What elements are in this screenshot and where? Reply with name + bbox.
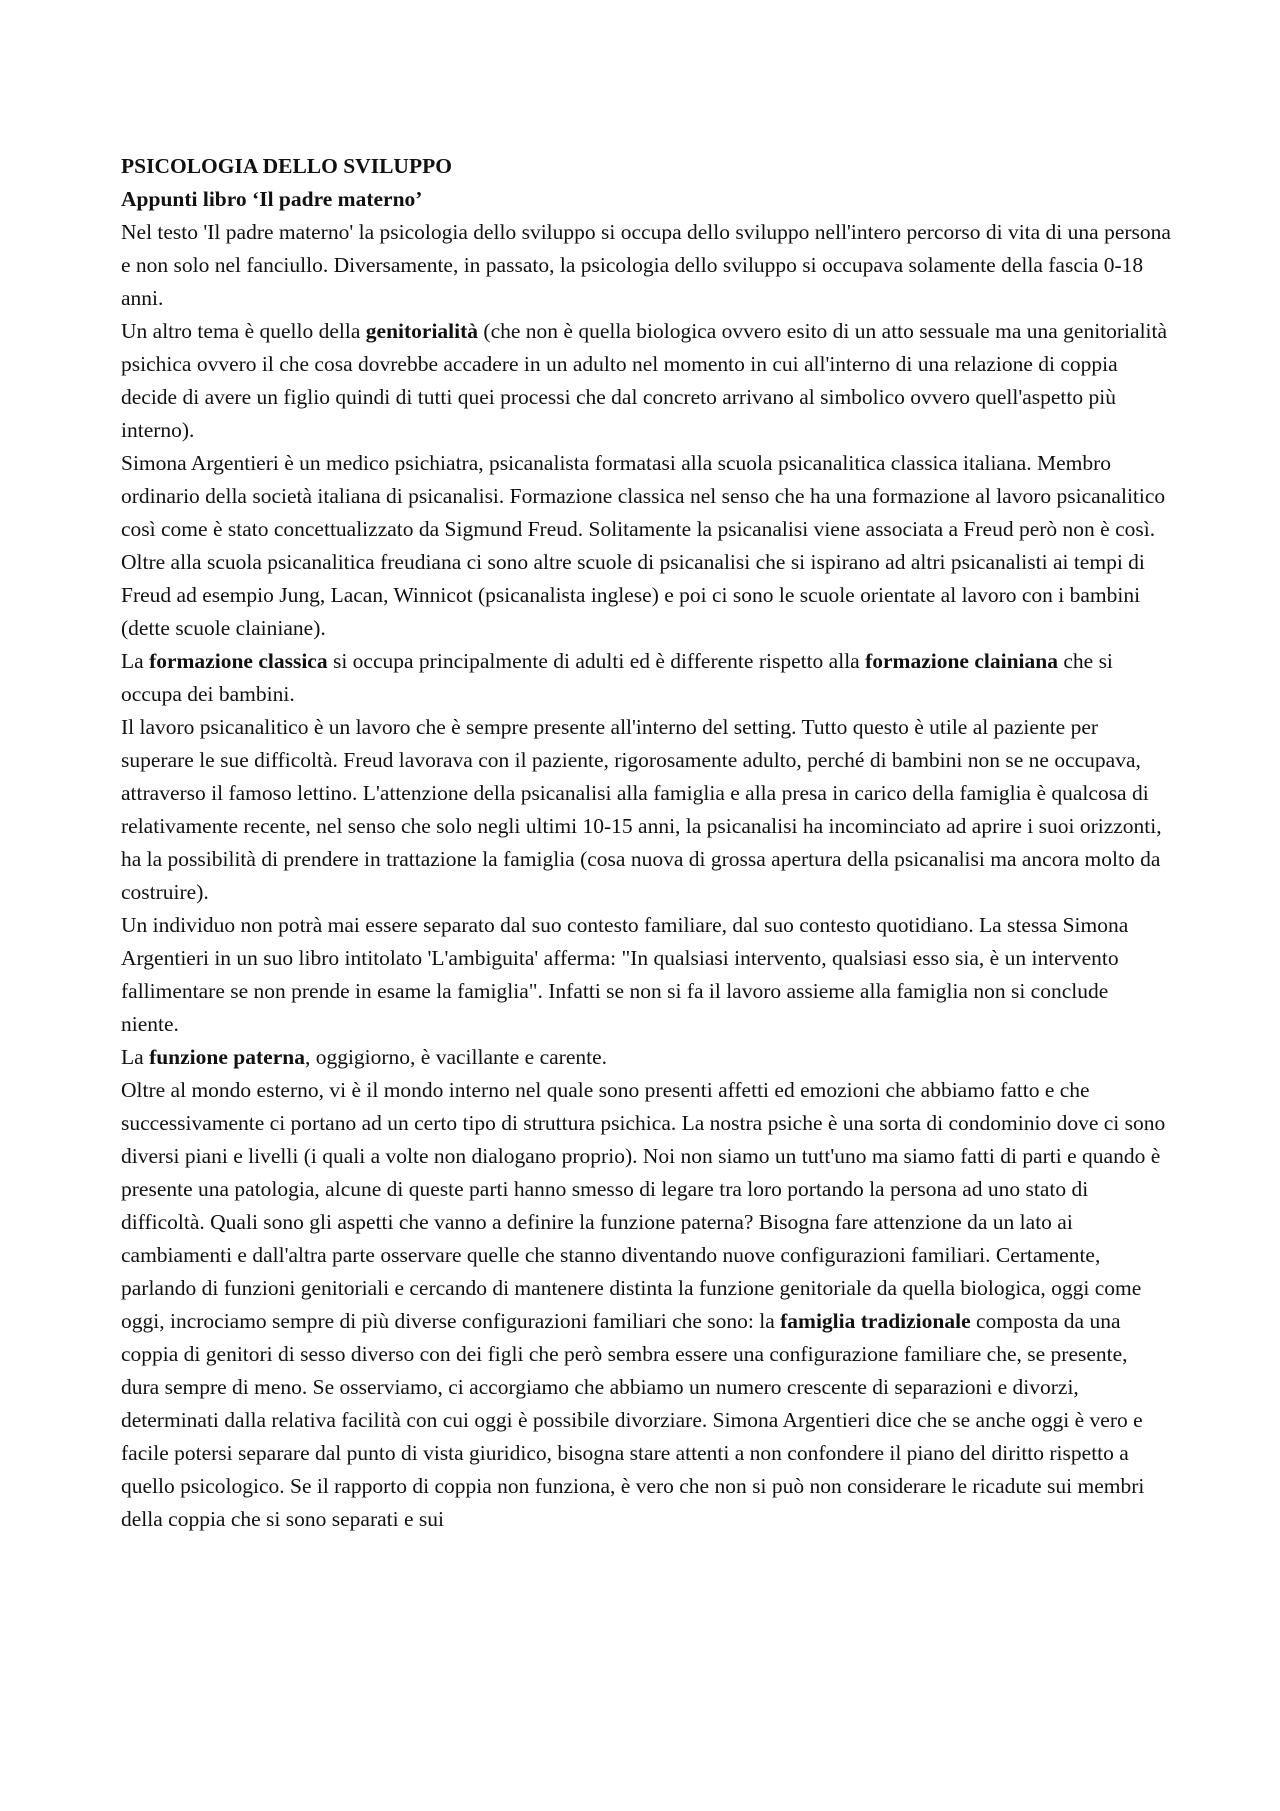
keyword-funzione-paterna: funzione paterna <box>149 1045 305 1069</box>
paragraph-7-text-a: La <box>121 1045 150 1069</box>
paragraph-2-text-a: Un altro tema è quello della <box>121 319 366 343</box>
keyword-genitorialita: genitorialità <box>365 319 479 343</box>
paragraph-7-text-b: , oggigiorno, è vacillante e carente. <box>304 1045 607 1069</box>
paragraph-7 <box>121 1041 1171 1074</box>
document-page <box>121 150 1171 1536</box>
keyword-formazione-clainiana: formazione clainiana <box>865 649 1058 673</box>
paragraph-6: Un individuo non potrà mai essere separato dal suo contesto familiare, dal suo contesto quotidiano. La stessa Simona Argentieri in un suo libro intitolato 'L'ambiguita' afferma: "In qualsiasi intervento, qualsiasi esso sia, è un intervento fallimentare se non prende in esame la famiglia". Infatti se non si fa il lavoro assieme alla famiglia non si conclude niente. <box>121 913 1129 1036</box>
paragraph-8-text-b: composta da una coppia di genitori di sesso diverso con dei figli che però sembra essere una configurazione familiare che, se presente, dura sempre di meno. Se osserviamo, ci accorgiamo che abbiamo un numero crescente di separazioni e divorzi, determinati dalla relativa facilità con cui oggi è possibile divorziare. Simona Argentieri dice che se anche oggi è vero e facile potersi separare dal punto di vista giuridico, bisogna stare attenti a non confondere il piano del diritto rispetto a quello psicologico. Se il rapporto di coppia non funziona, è vero che non si può non considerare le ricadute sui membri della coppia che si sono separati e sui <box>121 1309 1145 1531</box>
paragraph-8 <box>121 1074 1171 1536</box>
document-title: PSICOLOGIA DELLO SVILUPPO <box>121 154 452 178</box>
paragraph-2 <box>121 315 1171 447</box>
paragraph-8-text-a: Oltre al mondo esterno, vi è il mondo interno nel quale sono presenti affetti ed emozioni che abbiamo fatto e che successivamente ci portano ad un certo tipo di struttura psichica. La nostra psiche è una sorta di condominio dove ci sono diversi piani e livelli (i quali a volte non dialogano proprio). Noi non siamo un tutt'uno ma siamo fatti di parti e quando è presente una patologia, alcune di queste parti hanno smesso di legare tra loro portando la persona ad uno stato di difficoltà. Quali sono gli aspetti che vanno a definire la funzione paterna? Bisogna fare attenzione da un lato ai cambiamenti e dall'altra parte osservare quelle che stanno diventando nuove configurazioni familiari. Certamente, parlando di funzioni genitoriali e cercando di mantenere distinta la funzione genitoriale da quella biologica, oggi come oggi, incrociamo sempre di più diverse configurazioni familiari che sono: la <box>121 1078 1166 1333</box>
keyword-formazione-classica: formazione classica <box>149 649 328 673</box>
paragraph-1: Nel testo 'Il padre materno' la psicologia dello sviluppo si occupa dello sviluppo nell'intero percorso di vita di una persona e non solo nel fanciullo. Diversamente, in passato, la psicologia dello sviluppo si occupava solamente della fascia 0-18 anni. <box>121 220 1171 310</box>
paragraph-4 <box>121 645 1171 711</box>
paragraph-4-text-b: si occupa principalmente di adulti ed è differente rispetto alla <box>327 649 866 673</box>
paragraph-4-text-a: La <box>121 649 150 673</box>
paragraph-4-text-c: che si occupa dei bambini. <box>121 649 1113 706</box>
document-subtitle: Appunti libro ‘Il padre materno’ <box>121 187 423 211</box>
paragraph-3: Simona Argentieri è un medico psichiatra, psicanalista formatasi alla scuola psicanalitica classica italiana. Membro ordinario della società italiana di psicanalisi. Formazione classica nel senso che ha una formazione al lavoro psicanalitico così come è stato concettualizzato da Sigmund Freud. Solitamente la psicanalisi viene associata a Freud però non è così. Oltre alla scuola psicanalitica freudiana ci sono altre scuole di psicanalisi che si ispirano ad altri psicanalisti ai tempi di Freud ad esempio Jung, Lacan, Winnicot (psicanalista inglese) e poi ci sono le scuole orientate al lavoro con i bambini (dette scuole clainiane). <box>121 451 1166 640</box>
paragraph-5: Il lavoro psicanalitico è un lavoro che è sempre presente all'interno del setting. Tutto questo è utile al paziente per superare le sue difficoltà. Freud lavorava con il paziente, rigorosamente adulto, perché di bambini non se ne occupava, attraverso il famoso lettino. L'attenzione della psicanalisi alla famiglia e alla presa in carico della famiglia è qualcosa di relativamente recente, nel senso che solo negli ultimi 10-15 anni, la psicanalisi ha incominciato ad aprire i suoi orizzonti, ha la possibilità di prendere in trattazione la famiglia (cosa nuova di grossa apertura della psicanalisi ma ancora molto da costruire). <box>121 715 1162 904</box>
paragraph-2-text-b: (che non è quella biologica ovvero esito di un atto sessuale ma una genitorialità psichica ovvero il che cosa dovrebbe accadere in un adulto nel momento in cui all'interno di una relazione di coppia decide di avere un figlio quindi di tutti quei processi che dal concreto arrivano al simbolico ovvero quell'aspetto più interno). <box>121 319 1168 442</box>
keyword-famiglia-tradizionale: famiglia tradizionale <box>780 1309 971 1333</box>
